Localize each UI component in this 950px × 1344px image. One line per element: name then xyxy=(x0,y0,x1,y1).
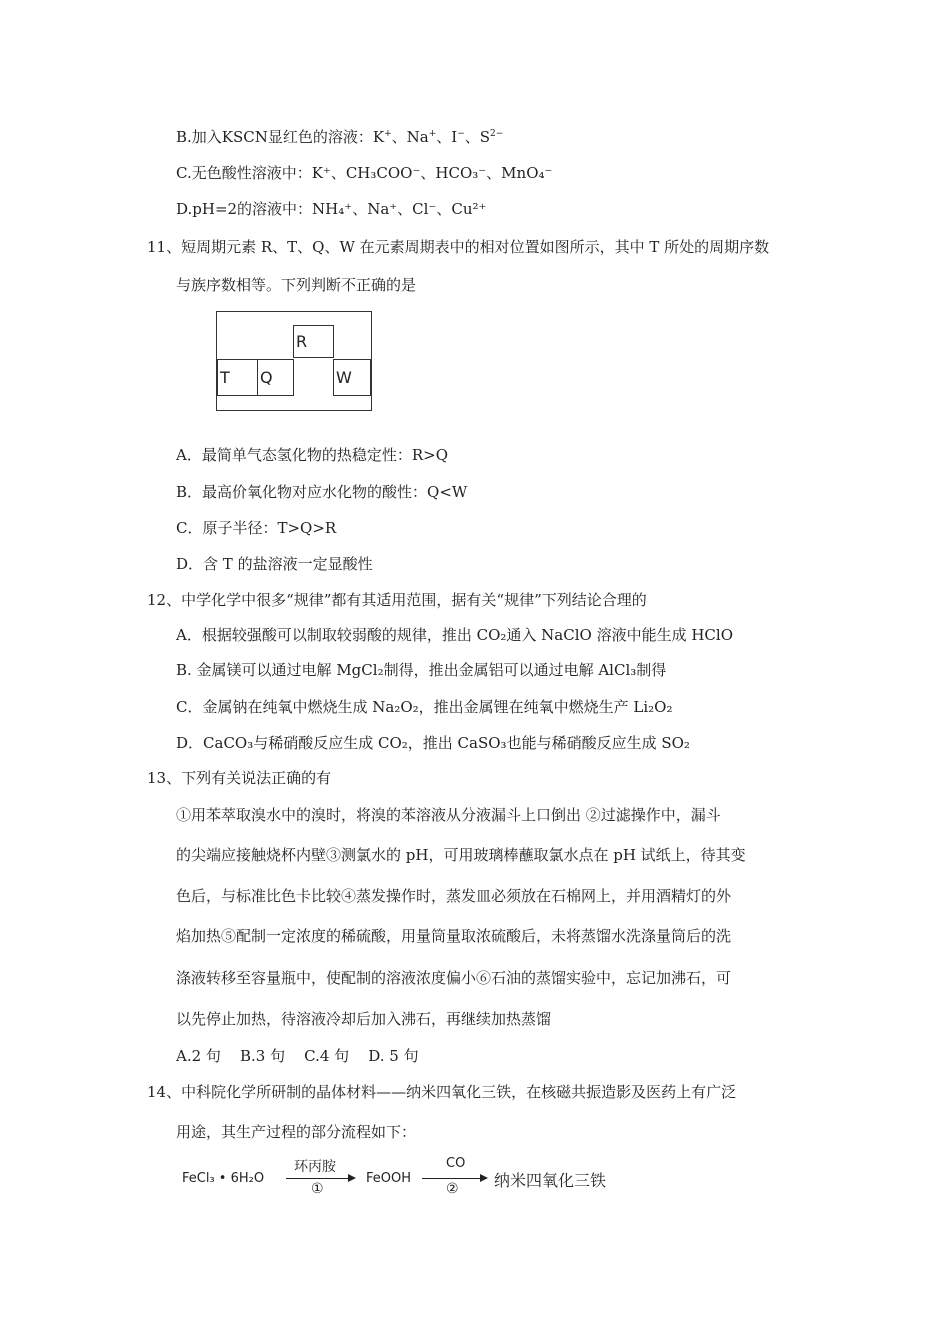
q13-stem: 13、下列有关说法正确的有 xyxy=(147,769,332,787)
cell-t xyxy=(217,359,258,396)
q12-option-a: A．根据较强酸可以制取较弱酸的规律，推出 CO₂通入 NaClO 溶液中能生成 HClO xyxy=(176,626,733,644)
q12-option-c: C．金属钠在纯氧中燃烧生成 Na₂O₂，推出金属锂在纯氧中燃烧生产 Li₂O₂ xyxy=(176,698,673,716)
ion: 、S xyxy=(464,128,491,146)
q14-stem-line-1: 14、中科院化学所研制的晶体材料——纳米四氧化三铁，在核磁共振造影及医药上有广泛 xyxy=(147,1083,737,1101)
q10-option-c: C.无色酸性溶液中：K⁺、CH₃COO⁻、HCO₃⁻、MnO₄⁻ xyxy=(176,164,553,182)
flow-step-1: ① xyxy=(311,1181,324,1197)
q13-body-line-5: 涤液转移至容量瓶中，使配制的溶液浓度偏小⑥石油的蒸馏实验中，忘记加沸石，可 xyxy=(176,969,732,987)
q11-option-c: C．原子半径：T>Q>R xyxy=(176,519,337,537)
q13-body-line-4: 焰加热⑤配制一定浓度的稀硫酸，用量筒量取浓硫酸后，未将蒸馏水洗涤量筒后的洗 xyxy=(176,927,732,945)
sup: 2− xyxy=(490,129,504,139)
q11-option-b: B．最高价氧化物对应水化物的酸性：Q<W xyxy=(176,483,468,501)
q13-body-line-3: 色后，与标准比色卡比较④蒸发操作时，蒸发皿必须放在石棉网上，并用酒精灯的外 xyxy=(176,887,732,905)
q13-body-line-1: ①用苯萃取溴水中的溴时，将溴的苯溶液从分液漏斗上口倒出 ②过滤操作中，漏斗 xyxy=(176,806,721,824)
q12-option-b: B. 金属镁可以通过电解 MgCl₂制得，推出金属铝可以通过电解 AlCl₃制得 xyxy=(176,661,667,679)
sup: + xyxy=(384,129,392,139)
sup: − xyxy=(457,129,465,139)
q10-option-d: D.pH=2的溶液中：NH₄⁺、Na⁺、Cl⁻、Cu²⁺ xyxy=(176,200,487,218)
q14-stem-line-2: 用途，其生产过程的部分流程如下： xyxy=(176,1123,417,1141)
q13-options: A.2 句 B.3 句 C.4 句 D. 5 句 xyxy=(176,1047,419,1065)
sup: + xyxy=(428,129,437,139)
flow-step-2: ② xyxy=(446,1181,459,1197)
flow-reagent-2: CO xyxy=(446,1156,466,1171)
flow-start-compound: FeCl₃ • 6H₂O xyxy=(182,1171,265,1186)
q11-stem-line-2: 与族序数相等。下列判断不正确的是 xyxy=(176,276,417,294)
ion: 、I xyxy=(436,128,458,146)
q12-option-d: D．CaCO₃与稀硝酸反应生成 CO₂，推出 CaSO₃也能与稀硝酸反应生成 SO₂ xyxy=(176,734,690,752)
q12-stem: 12、中学化学中很多“规律”都有其适用范围，据有关“规律”下列结论合理的 xyxy=(147,591,647,609)
cell-t-label: T xyxy=(220,368,230,387)
flow-reagent-1: 环丙胺 xyxy=(294,1159,336,1175)
cell-w xyxy=(333,359,371,396)
flow-arrow-2 xyxy=(422,1178,486,1179)
q13-body-line-2: 的尖端应接触烧杯内壁③测氯水的 pH，可用玻璃棒蘸取氯水点在 pH 试纸上，待其变 xyxy=(176,846,746,864)
cell-q xyxy=(257,359,294,396)
cell-q-label: Q xyxy=(260,368,273,387)
flow-product: 纳米四氧化三铁 xyxy=(494,1171,607,1190)
process-flow-diagram xyxy=(182,1156,642,1206)
q10-option-b-text: B.加入KSCN显红色的溶液：K xyxy=(176,128,385,146)
q10-option-b xyxy=(176,127,503,147)
cell-w-label: W xyxy=(336,368,352,387)
periodic-table-figure xyxy=(216,311,372,411)
q11-option-d: D．含 T 的盐溶液一定显酸性 xyxy=(176,555,373,573)
ion: 、Na xyxy=(391,128,429,146)
flow-intermediate: FeOOH xyxy=(366,1171,412,1186)
q13-body-line-6: 以先停止加热，待溶液冷却后加入沸石，再继续加热蒸馏 xyxy=(176,1010,552,1028)
cell-r xyxy=(293,325,334,358)
q11-option-a: A．最简单气态氢化物的热稳定性：R>Q xyxy=(176,446,448,464)
flow-arrow-1 xyxy=(286,1178,354,1179)
q11-stem-line-1: 11、短周期元素 R、T、Q、W 在元素周期表中的相对位置如图所示，其中 T 所处的周期序数 xyxy=(147,238,770,256)
cell-r-label: R xyxy=(296,332,308,351)
